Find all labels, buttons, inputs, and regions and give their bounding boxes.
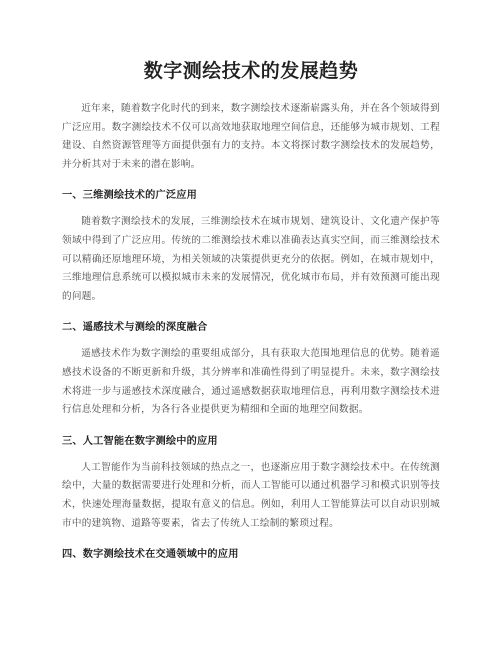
section-3 — [62, 433, 440, 533]
section-4 — [62, 546, 440, 564]
section-heading: 四、数字测绘技术在交通领域中的应用 — [62, 549, 239, 561]
section-heading: 二、遥感技术与测绘的深度融合 — [62, 322, 208, 334]
section-body: 随着数字测绘技术的发展，三维测绘技术在城市规划、建筑设计、文化遗产保护等领域中得到了广泛应用。传统的二维测绘技术难以准确表达真实空间，而三维测绘技术可以精确还原地理环境，为相关领域的决策提供更充分的依据。例如，在城市规划中，三维地理信息系统可以模拟城市未来的发展情况，优化城市布局，并有效预测可能出现的问题。 — [62, 216, 440, 302]
section-body: 遥感技术作为数字测绘的重要组成部分，具有获取大范围地理信息的优势。随着遥感技术设备的不断更新和升级，其分辨率和准确性得到了明显提升。未来，数字测绘技术将进一步与遥感技术深度融合，通过遥感数据获取地理信息，再利用数字测绘技术进行信息处理和分析，为各行各业提供更为精细和全面的地理空间数据。 — [62, 348, 440, 416]
section-heading: 一、三维测绘技术的广泛应用 — [62, 190, 198, 202]
document-title: 数字测绘技术的发展趋势 — [143, 60, 359, 82]
section-heading: 三、人工智能在数字测绘中的应用 — [62, 435, 218, 447]
section-2 — [62, 319, 440, 419]
section-1 — [62, 187, 440, 306]
section-body: 人工智能作为当前科技领域的热点之一，也逐渐应用于数字测绘技术中。在传统测绘中，大量的数据需要进行处理和分析，而人工智能可以通过机器学习和模式识别等技术，快速处理海量数据，提取有意义的信息。例如，利用人工智能算法可以自动识别城市中的建筑物、道路等要素，省去了传统人工绘制的繁琐过程。 — [62, 461, 440, 529]
intro-paragraph: 近年来，随着数字化时代的到来，数字测绘技术逐渐崭露头角，并在各个领域得到广泛应用。数字测绘技术不仅可以高效地获取地理空间信息，还能够为城市规划、工程建设、自然资源管理等方面提供强有力的支持。本文将探讨数字测绘技术的发展趋势，并分析其对于未来的潜在影响。 — [62, 103, 440, 170]
